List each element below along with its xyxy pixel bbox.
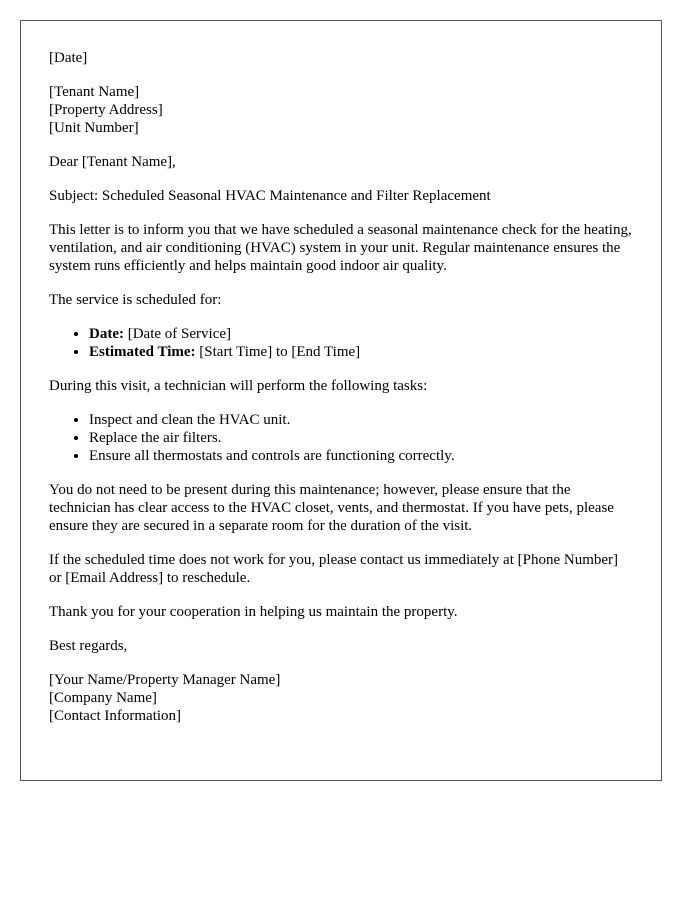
recipient-block [49, 83, 633, 137]
task-item: • Inspect and clean the HVAC unit. [89, 411, 633, 429]
subject-line: Subject: Scheduled Seasonal HVAC Maintenance and Filter Replacement [49, 188, 491, 204]
schedule-intro: The service is scheduled for: [49, 292, 222, 308]
thanks-paragraph: Thank you for your cooperation in helping us maintain the property. [49, 604, 458, 620]
schedule-list [49, 325, 633, 361]
access-paragraph: You do not need to be present during this maintenance; however, please ensure that the technician has clear access to the HVAC closet, vents, and thermostat. If you have pets, please ensure they are secured in a separate room for the duration of the visit. [49, 482, 614, 534]
tasks-intro: During this visit, a technician will perform the following tasks: [49, 378, 428, 394]
signature-name: [Your Name/Property Manager Name] [49, 672, 281, 688]
salutation: Dear [Tenant Name], [49, 154, 176, 170]
tasks-list [49, 411, 633, 465]
signature-company: [Company Name] [49, 690, 157, 706]
schedule-label: Date: [89, 326, 124, 342]
schedule-value: [Start Time] to [End Time] [195, 344, 361, 360]
reschedule-paragraph: If the scheduled time does not work for you, please contact us immediately at [Phone Number] or [Email Address] to reschedule. [49, 552, 619, 586]
signature-block [49, 671, 633, 725]
schedule-label: Estimated Time: [89, 344, 196, 360]
signature-contact: [Contact Information] [49, 708, 182, 724]
recipient-unit: [Unit Number] [49, 120, 139, 136]
schedule-value: [Date of Service] [123, 326, 232, 342]
schedule-item-date [89, 325, 633, 343]
task-item: • Ensure all thermostats and controls are functioning correctly. [89, 447, 633, 465]
schedule-item-time [89, 343, 633, 361]
task-item: • Replace the air filters. [89, 429, 633, 447]
letter [20, 20, 662, 781]
closing: Best regards, [49, 638, 128, 654]
intro-paragraph: This letter is to inform you that we have scheduled a seasonal maintenance check for the heating, ventilation, and air conditioning (HVAC) system in your unit. Regular maintenance ensures the system runs efficiently and helps maintain good indoor air quality. [49, 222, 632, 274]
recipient-name: [Tenant Name] [49, 84, 140, 100]
recipient-address: [Property Address] [49, 102, 163, 118]
letter-date: [Date] [49, 50, 88, 66]
